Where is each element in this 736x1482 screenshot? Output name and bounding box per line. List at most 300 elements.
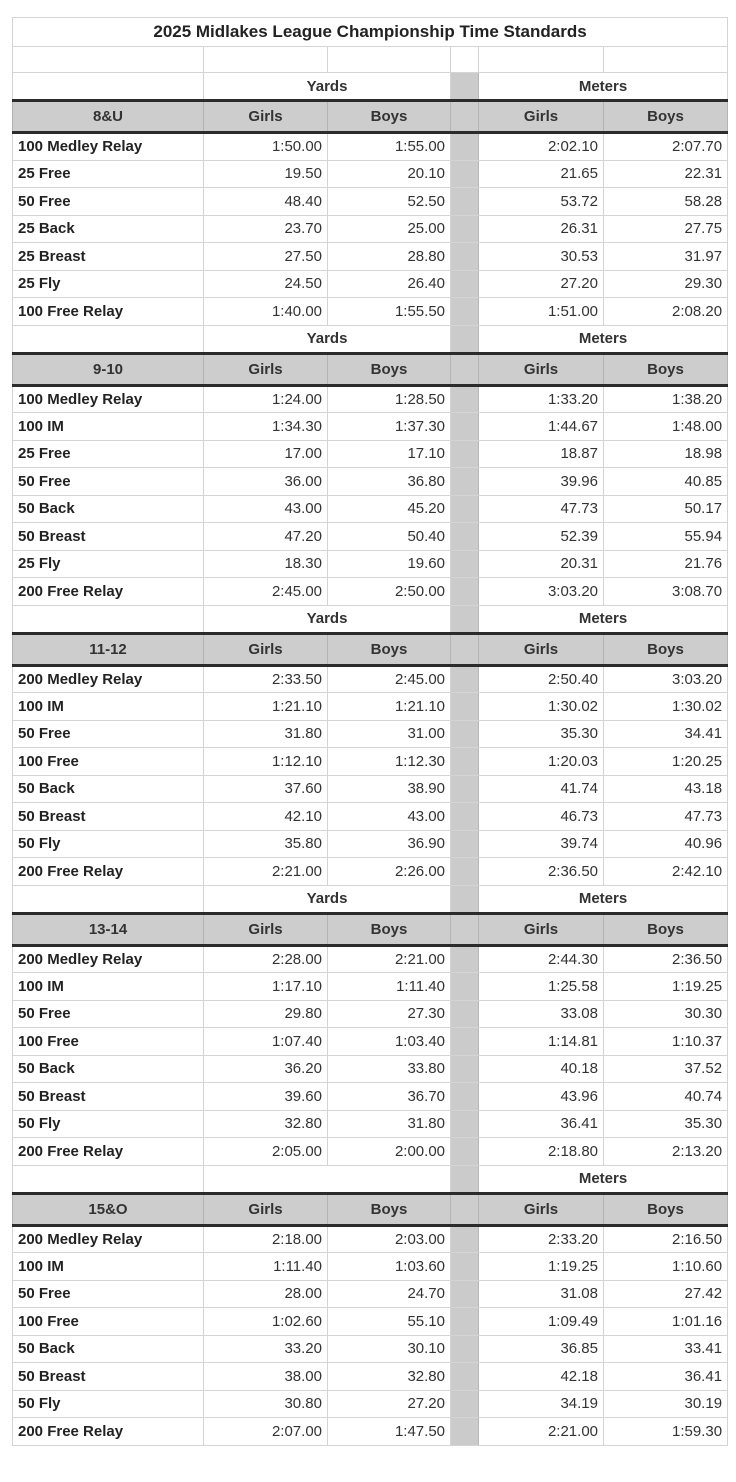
age-group-header [13, 1193, 728, 1225]
column-spacer [451, 101, 479, 133]
yards-boys-time: 36.80 [328, 468, 451, 496]
yards-boys-header: Boys [328, 913, 451, 945]
yards-boys-header: Boys [328, 353, 451, 385]
yards-boys-header: Boys [328, 101, 451, 133]
meters-boys-time: 1:59.30 [604, 1418, 728, 1446]
yards-girls-time: 19.50 [204, 160, 328, 188]
meters-boys-time: 36.41 [604, 1363, 728, 1391]
units-row [13, 605, 728, 633]
meters-girls-header: Girls [479, 633, 604, 665]
meters-boys-time: 58.28 [604, 188, 728, 216]
event-name: 200 Free Relay [13, 1418, 204, 1446]
column-spacer [451, 1055, 479, 1083]
yards-boys-time: 26.40 [328, 270, 451, 298]
yards-boys-time: 2:03.00 [328, 1225, 451, 1253]
event-name: 50 Back [13, 1335, 204, 1363]
event-name: 25 Back [13, 215, 204, 243]
yards-label: Yards [204, 605, 451, 633]
column-spacer [451, 665, 479, 693]
meters-girls-time: 2:36.50 [479, 858, 604, 886]
column-spacer [451, 1110, 479, 1138]
event-name: 50 Fly [13, 830, 204, 858]
meters-girls-header: Girls [479, 101, 604, 133]
event-name: 100 Free [13, 1308, 204, 1336]
meters-boys-time: 2:08.20 [604, 298, 728, 326]
yards-girls-time: 2:21.00 [204, 858, 328, 886]
event-name: 50 Breast [13, 803, 204, 831]
yards-boys-time: 24.70 [328, 1280, 451, 1308]
column-spacer [451, 1138, 479, 1166]
yards-boys-time: 45.20 [328, 495, 451, 523]
yards-boys-time: 19.60 [328, 550, 451, 578]
table-body [13, 18, 728, 1446]
age-group-header [13, 913, 728, 945]
yards-girls-header: Girls [204, 1193, 328, 1225]
event-name: 50 Free [13, 188, 204, 216]
yards-boys-time: 50.40 [328, 523, 451, 551]
yards-boys-time: 33.80 [328, 1055, 451, 1083]
meters-girls-time: 1:30.02 [479, 693, 604, 721]
column-spacer [451, 633, 479, 665]
column-spacer [451, 495, 479, 523]
yards-boys-time: 2:00.00 [328, 1138, 451, 1166]
meters-boys-time: 2:36.50 [604, 945, 728, 973]
yards-girls-time: 2:33.50 [204, 665, 328, 693]
meters-boys-time: 40.74 [604, 1083, 728, 1111]
column-spacer [451, 1000, 479, 1028]
column-spacer [451, 885, 479, 913]
yards-girls-time: 35.80 [204, 830, 328, 858]
meters-girls-time: 2:33.20 [479, 1225, 604, 1253]
meters-label: Meters [479, 325, 728, 353]
yards-boys-header: Boys [328, 1193, 451, 1225]
event-name: 100 IM [13, 693, 204, 721]
event-name: 200 Free Relay [13, 858, 204, 886]
event-name: 50 Free [13, 1000, 204, 1028]
column-spacer [451, 413, 479, 441]
yards-girls-time: 2:45.00 [204, 578, 328, 606]
meters-girls-time: 52.39 [479, 523, 604, 551]
table-row [13, 665, 728, 693]
yards-girls-time: 1:24.00 [204, 385, 328, 413]
yards-boys-time: 31.00 [328, 720, 451, 748]
yards-girls-time: 2:28.00 [204, 945, 328, 973]
empty-cell [13, 47, 204, 73]
meters-boys-time: 3:08.70 [604, 578, 728, 606]
column-spacer [451, 160, 479, 188]
table-row [13, 468, 728, 496]
meters-boys-header: Boys [604, 633, 728, 665]
meters-girls-time: 1:51.00 [479, 298, 604, 326]
column-spacer [451, 1418, 479, 1446]
yards-label: Yards [204, 885, 451, 913]
table-row [13, 973, 728, 1001]
table-row [13, 693, 728, 721]
meters-girls-time: 40.18 [479, 1055, 604, 1083]
time-standards-sheet [12, 17, 727, 1446]
units-row [13, 1165, 728, 1193]
meters-girls-time: 20.31 [479, 550, 604, 578]
event-name: 50 Back [13, 1055, 204, 1083]
meters-girls-time: 43.96 [479, 1083, 604, 1111]
yards-girls-time: 28.00 [204, 1280, 328, 1308]
table-row [13, 1055, 728, 1083]
meters-boys-header: Boys [604, 1193, 728, 1225]
age-group-label: 11-12 [13, 633, 204, 665]
yards-boys-time: 1:55.50 [328, 298, 451, 326]
meters-girls-time: 2:21.00 [479, 1418, 604, 1446]
event-name: 50 Free [13, 468, 204, 496]
column-spacer [451, 803, 479, 831]
meters-girls-time: 36.41 [479, 1110, 604, 1138]
meters-boys-time: 50.17 [604, 495, 728, 523]
units-row [13, 885, 728, 913]
empty-cell [451, 47, 479, 73]
table-row [13, 188, 728, 216]
table-row [13, 1418, 728, 1446]
meters-label: Meters [479, 885, 728, 913]
column-spacer [451, 385, 479, 413]
meters-boys-time: 1:01.16 [604, 1308, 728, 1336]
column-spacer [451, 1193, 479, 1225]
column-spacer [451, 1225, 479, 1253]
table-row [13, 1253, 728, 1281]
empty-cell [13, 325, 204, 353]
event-name: 50 Back [13, 495, 204, 523]
yards-girls-time: 1:50.00 [204, 133, 328, 161]
yards-girls-time: 48.40 [204, 188, 328, 216]
meters-boys-time: 2:13.20 [604, 1138, 728, 1166]
column-spacer [451, 1083, 479, 1111]
event-name: 50 Free [13, 1280, 204, 1308]
age-group-header [13, 353, 728, 385]
event-name: 100 Free Relay [13, 298, 204, 326]
table-row [13, 858, 728, 886]
meters-boys-header: Boys [604, 101, 728, 133]
column-spacer [451, 243, 479, 271]
meters-girls-time: 2:44.30 [479, 945, 604, 973]
meters-boys-time: 22.31 [604, 160, 728, 188]
column-spacer [451, 270, 479, 298]
yards-girls-time: 33.20 [204, 1335, 328, 1363]
table-row [13, 160, 728, 188]
age-group-header [13, 633, 728, 665]
empty-cell [604, 47, 728, 73]
empty-cell [13, 1165, 204, 1193]
meters-girls-time: 2:50.40 [479, 665, 604, 693]
meters-girls-time: 18.87 [479, 440, 604, 468]
table-row [13, 1083, 728, 1111]
meters-boys-time: 40.85 [604, 468, 728, 496]
table-row [13, 215, 728, 243]
table-row [13, 945, 728, 973]
yards-boys-time: 2:45.00 [328, 665, 451, 693]
meters-boys-time: 1:20.25 [604, 748, 728, 776]
yards-boys-time: 1:28.50 [328, 385, 451, 413]
yards-boys-time: 17.10 [328, 440, 451, 468]
yards-girls-time: 2:07.00 [204, 1418, 328, 1446]
yards-girls-time: 37.60 [204, 775, 328, 803]
sheet-title: 2025 Midlakes League Championship Time Standards [13, 18, 728, 47]
yards-girls-time: 47.20 [204, 523, 328, 551]
meters-label: Meters [479, 73, 728, 101]
table-row [13, 748, 728, 776]
meters-girls-header: Girls [479, 1193, 604, 1225]
event-name: 25 Free [13, 160, 204, 188]
meters-girls-time: 34.19 [479, 1390, 604, 1418]
yards-girls-time: 18.30 [204, 550, 328, 578]
table-row [13, 1390, 728, 1418]
event-name: 50 Fly [13, 1110, 204, 1138]
yards-boys-time: 27.30 [328, 1000, 451, 1028]
yards-girls-time: 1:11.40 [204, 1253, 328, 1281]
meters-girls-time: 1:09.49 [479, 1308, 604, 1336]
meters-girls-time: 2:02.10 [479, 133, 604, 161]
meters-girls-time: 42.18 [479, 1363, 604, 1391]
meters-girls-time: 39.96 [479, 468, 604, 496]
table-row [13, 270, 728, 298]
column-spacer [451, 775, 479, 803]
age-group-header [13, 101, 728, 133]
meters-boys-header: Boys [604, 353, 728, 385]
yards-boys-time: 1:55.00 [328, 133, 451, 161]
meters-boys-time: 47.73 [604, 803, 728, 831]
yards-boys-time: 27.20 [328, 1390, 451, 1418]
table-row [13, 1335, 728, 1363]
yards-girls-time: 23.70 [204, 215, 328, 243]
yards-girls-header: Girls [204, 633, 328, 665]
column-spacer [451, 720, 479, 748]
column-spacer [451, 215, 479, 243]
yards-boys-time: 1:12.30 [328, 748, 451, 776]
age-group-label: 13-14 [13, 913, 204, 945]
column-spacer [451, 73, 479, 101]
yards-boys-time: 2:21.00 [328, 945, 451, 973]
yards-boys-time: 28.80 [328, 243, 451, 271]
event-name: 25 Fly [13, 550, 204, 578]
yards-girls-time: 31.80 [204, 720, 328, 748]
yards-girls-time: 1:07.40 [204, 1028, 328, 1056]
column-spacer [451, 353, 479, 385]
meters-girls-time: 26.31 [479, 215, 604, 243]
empty-cell [328, 47, 451, 73]
event-name: 50 Free [13, 720, 204, 748]
meters-label: Meters [479, 1165, 728, 1193]
column-spacer [451, 298, 479, 326]
meters-girls-time: 27.20 [479, 270, 604, 298]
yards-boys-time: 36.90 [328, 830, 451, 858]
table-row [13, 578, 728, 606]
event-name: 200 Free Relay [13, 1138, 204, 1166]
meters-girls-time: 36.85 [479, 1335, 604, 1363]
yards-boys-time: 38.90 [328, 775, 451, 803]
meters-girls-time: 1:33.20 [479, 385, 604, 413]
meters-girls-time: 30.53 [479, 243, 604, 271]
yards-boys-time: 31.80 [328, 1110, 451, 1138]
table-row [13, 495, 728, 523]
column-spacer [451, 578, 479, 606]
meters-girls-header: Girls [479, 353, 604, 385]
yards-boys-time: 1:03.60 [328, 1253, 451, 1281]
event-name: 50 Breast [13, 1363, 204, 1391]
meters-girls-time: 47.73 [479, 495, 604, 523]
column-spacer [451, 325, 479, 353]
event-name: 25 Free [13, 440, 204, 468]
yards-girls-time: 1:02.60 [204, 1308, 328, 1336]
column-spacer [451, 830, 479, 858]
meters-boys-time: 1:19.25 [604, 973, 728, 1001]
column-spacer [451, 1253, 479, 1281]
column-spacer [451, 468, 479, 496]
table-row [13, 413, 728, 441]
meters-boys-time: 27.75 [604, 215, 728, 243]
event-name: 100 IM [13, 1253, 204, 1281]
yards-girls-time: 1:21.10 [204, 693, 328, 721]
table-row [13, 1110, 728, 1138]
blank-row [13, 47, 728, 73]
yards-girls-time: 1:12.10 [204, 748, 328, 776]
table-row [13, 243, 728, 271]
age-group-label: 9-10 [13, 353, 204, 385]
table-row [13, 1225, 728, 1253]
meters-girls-time: 53.72 [479, 188, 604, 216]
yards-girls-time: 29.80 [204, 1000, 328, 1028]
yards-boys-time: 32.80 [328, 1363, 451, 1391]
event-name: 100 IM [13, 413, 204, 441]
yards-girls-time: 1:40.00 [204, 298, 328, 326]
meters-girls-time: 1:44.67 [479, 413, 604, 441]
meters-girls-header: Girls [479, 913, 604, 945]
column-spacer [451, 605, 479, 633]
meters-boys-time: 34.41 [604, 720, 728, 748]
meters-boys-time: 3:03.20 [604, 665, 728, 693]
meters-boys-time: 29.30 [604, 270, 728, 298]
yards-boys-time: 20.10 [328, 160, 451, 188]
yards-boys-time: 1:11.40 [328, 973, 451, 1001]
meters-girls-time: 39.74 [479, 830, 604, 858]
table-row [13, 830, 728, 858]
column-spacer [451, 1335, 479, 1363]
column-spacer [451, 945, 479, 973]
column-spacer [451, 1028, 479, 1056]
meters-boys-time: 30.30 [604, 1000, 728, 1028]
meters-girls-time: 41.74 [479, 775, 604, 803]
meters-boys-time: 31.97 [604, 243, 728, 271]
yards-girls-time: 1:34.30 [204, 413, 328, 441]
yards-girls-time: 2:05.00 [204, 1138, 328, 1166]
event-name: 200 Free Relay [13, 578, 204, 606]
yards-girls-header: Girls [204, 913, 328, 945]
event-name: 200 Medley Relay [13, 945, 204, 973]
event-name: 100 Medley Relay [13, 385, 204, 413]
column-spacer [451, 748, 479, 776]
column-spacer [451, 440, 479, 468]
meters-boys-time: 18.98 [604, 440, 728, 468]
age-group-label: 15&O [13, 1193, 204, 1225]
table-row [13, 298, 728, 326]
meters-boys-time: 33.41 [604, 1335, 728, 1363]
meters-boys-time: 2:16.50 [604, 1225, 728, 1253]
yards-girls-time: 1:17.10 [204, 973, 328, 1001]
yards-boys-header: Boys [328, 633, 451, 665]
time-standards-table [12, 17, 728, 1446]
event-name: 25 Fly [13, 270, 204, 298]
empty-cell [13, 885, 204, 913]
meters-boys-time: 43.18 [604, 775, 728, 803]
units-row [13, 73, 728, 101]
meters-girls-time: 35.30 [479, 720, 604, 748]
column-spacer [451, 1165, 479, 1193]
table-row [13, 1028, 728, 1056]
meters-boys-time: 2:42.10 [604, 858, 728, 886]
yards-boys-time: 1:47.50 [328, 1418, 451, 1446]
meters-boys-header: Boys [604, 913, 728, 945]
meters-boys-time: 40.96 [604, 830, 728, 858]
meters-label: Meters [479, 605, 728, 633]
table-row [13, 550, 728, 578]
column-spacer [451, 188, 479, 216]
event-name: 50 Fly [13, 1390, 204, 1418]
event-name: 100 Free [13, 1028, 204, 1056]
table-row [13, 1000, 728, 1028]
table-row [13, 385, 728, 413]
meters-boys-time: 1:38.20 [604, 385, 728, 413]
yards-boys-time: 1:03.40 [328, 1028, 451, 1056]
column-spacer [451, 858, 479, 886]
meters-girls-time: 46.73 [479, 803, 604, 831]
yards-boys-time: 55.10 [328, 1308, 451, 1336]
yards-boys-time: 25.00 [328, 215, 451, 243]
column-spacer [451, 693, 479, 721]
table-row [13, 1280, 728, 1308]
yards-girls-header: Girls [204, 353, 328, 385]
event-name: 50 Breast [13, 1083, 204, 1111]
yards-boys-time: 43.00 [328, 803, 451, 831]
yards-girls-time: 24.50 [204, 270, 328, 298]
table-row [13, 523, 728, 551]
meters-girls-time: 1:25.58 [479, 973, 604, 1001]
column-spacer [451, 1280, 479, 1308]
yards-label: Yards [204, 73, 451, 101]
meters-girls-time: 1:19.25 [479, 1253, 604, 1281]
meters-girls-time: 1:20.03 [479, 748, 604, 776]
yards-girls-time: 38.00 [204, 1363, 328, 1391]
empty-cell [479, 47, 604, 73]
column-spacer [451, 523, 479, 551]
yards-girls-time: 43.00 [204, 495, 328, 523]
title-row [13, 18, 728, 47]
meters-boys-time: 1:10.60 [604, 1253, 728, 1281]
yards-girls-time: 17.00 [204, 440, 328, 468]
table-row [13, 803, 728, 831]
yards-boys-time: 36.70 [328, 1083, 451, 1111]
yards-girls-time: 27.50 [204, 243, 328, 271]
meters-girls-time: 33.08 [479, 1000, 604, 1028]
yards-girls-time: 2:18.00 [204, 1225, 328, 1253]
event-name: 50 Breast [13, 523, 204, 551]
meters-boys-time: 35.30 [604, 1110, 728, 1138]
meters-boys-time: 1:10.37 [604, 1028, 728, 1056]
yards-label [204, 1165, 451, 1193]
meters-girls-time: 21.65 [479, 160, 604, 188]
empty-cell [204, 47, 328, 73]
column-spacer [451, 973, 479, 1001]
column-spacer [451, 1363, 479, 1391]
meters-girls-time: 2:18.80 [479, 1138, 604, 1166]
meters-girls-time: 3:03.20 [479, 578, 604, 606]
empty-cell [13, 605, 204, 633]
table-row [13, 133, 728, 161]
